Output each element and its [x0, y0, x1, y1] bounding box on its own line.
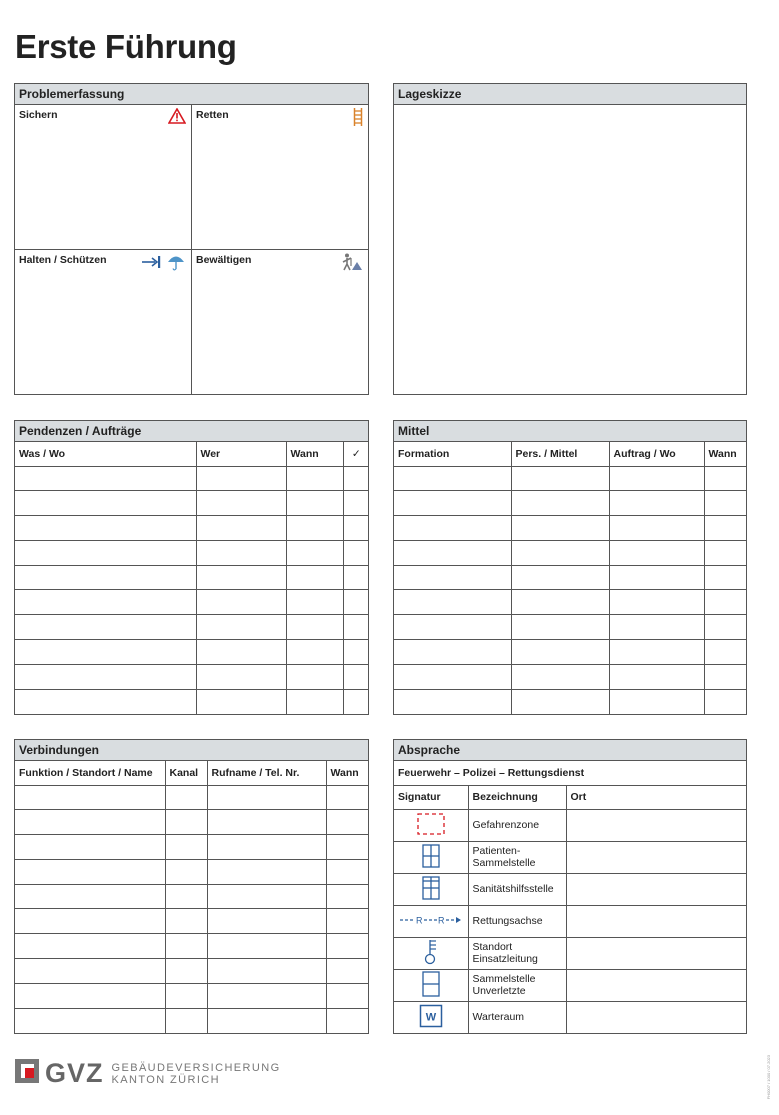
table-cell[interactable] [343, 540, 369, 565]
table-cell[interactable] [609, 491, 704, 516]
table-cell[interactable] [165, 835, 207, 860]
table-cell[interactable] [326, 1008, 369, 1033]
form-code: FH0007 / 1000 / 07.2023 [766, 1055, 771, 1100]
col-ort: Ort [566, 785, 746, 809]
table-row [394, 689, 746, 714]
table-cell[interactable] [609, 540, 704, 565]
table-row [15, 934, 369, 959]
table-cell[interactable] [394, 516, 511, 541]
table-cell[interactable] [609, 466, 704, 491]
table-cell[interactable] [704, 615, 746, 640]
table-cell[interactable] [511, 664, 609, 689]
sig-label: Gefahrenzone [468, 809, 566, 841]
ort-cell[interactable] [566, 809, 746, 841]
halten-label: Halten / Schützen [19, 254, 107, 266]
table-cell[interactable] [286, 615, 343, 640]
table-cell[interactable] [196, 491, 286, 516]
table-cell[interactable] [15, 959, 165, 984]
table-row [15, 664, 369, 689]
ort-cell[interactable] [566, 905, 746, 937]
table-cell[interactable] [511, 540, 609, 565]
table-cell[interactable] [15, 491, 196, 516]
table-cell[interactable] [326, 785, 369, 810]
table-cell[interactable] [704, 565, 746, 590]
table-cell[interactable] [326, 934, 369, 959]
problem-panel [14, 83, 369, 395]
table-row [15, 1008, 369, 1033]
command-post-icon [394, 937, 468, 969]
table-cell[interactable] [394, 689, 511, 714]
table-cell[interactable] [165, 983, 207, 1008]
table-cell[interactable] [15, 689, 196, 714]
table-cell[interactable] [15, 466, 196, 491]
col-kanal: Kanal [165, 761, 207, 785]
table-row [394, 516, 746, 541]
absprache-heading: Absprache [394, 740, 746, 761]
org-line2: KANTON ZÜRICH [111, 1073, 220, 1086]
col-funktion: Funktion / Standort / Name [15, 761, 165, 785]
table-cell[interactable] [511, 565, 609, 590]
col-auftrag-wo: Auftrag / Wo [609, 442, 704, 466]
col-check: ✓ [343, 442, 369, 466]
ort-cell[interactable] [566, 841, 746, 873]
quadrant-retten[interactable] [192, 105, 368, 250]
table-cell[interactable] [609, 664, 704, 689]
table-row [15, 959, 369, 984]
verbindungen-rows [15, 785, 369, 1033]
quadrant-bewaeltigen[interactable] [192, 250, 368, 394]
table-cell[interactable] [196, 516, 286, 541]
table-cell[interactable] [704, 540, 746, 565]
table-cell[interactable] [165, 934, 207, 959]
table-cell[interactable] [207, 959, 326, 984]
pendenzen-panel [14, 420, 369, 715]
table-cell[interactable] [15, 835, 165, 860]
table-cell[interactable] [207, 835, 326, 860]
col-wann: Wann [286, 442, 343, 466]
sig-label: Rettungsachse [468, 905, 566, 937]
verbindungen-panel [14, 739, 369, 1034]
mittel-heading: Mittel [394, 421, 746, 442]
table-cell[interactable] [394, 540, 511, 565]
table-cell[interactable] [511, 615, 609, 640]
table-cell[interactable] [343, 466, 369, 491]
lageskizze-panel[interactable] [393, 83, 747, 395]
table-row [15, 983, 369, 1008]
table-cell[interactable] [207, 810, 326, 835]
table-cell[interactable] [286, 590, 343, 615]
waiting-area-icon [394, 1001, 468, 1033]
sig-label: Patienten- Sammelstelle [468, 841, 566, 873]
patient-collection-icon [394, 841, 468, 873]
table-cell[interactable] [15, 640, 196, 665]
table-cell[interactable] [196, 640, 286, 665]
table-cell[interactable] [511, 466, 609, 491]
table-row [394, 615, 746, 640]
table-cell[interactable] [15, 785, 165, 810]
quadrant-halten[interactable] [15, 250, 192, 394]
table-cell[interactable] [343, 615, 369, 640]
table-cell[interactable] [343, 565, 369, 590]
mittel-table [394, 442, 746, 714]
table-cell[interactable] [394, 590, 511, 615]
table-row [394, 491, 746, 516]
table-cell[interactable] [704, 640, 746, 665]
danger-zone-icon [394, 809, 468, 841]
col-wann: Wann [704, 442, 746, 466]
table-cell[interactable] [326, 909, 369, 934]
table-row [15, 884, 369, 909]
table-cell[interactable] [207, 934, 326, 959]
table-cell[interactable] [343, 491, 369, 516]
ort-cell[interactable] [566, 873, 746, 905]
table-cell[interactable] [207, 859, 326, 884]
table-cell[interactable] [609, 689, 704, 714]
table-cell[interactable] [15, 884, 165, 909]
table-cell[interactable] [165, 909, 207, 934]
uninjured-collection-icon [394, 969, 468, 1001]
table-cell[interactable] [326, 983, 369, 1008]
table-cell[interactable] [326, 884, 369, 909]
table-cell[interactable] [343, 640, 369, 665]
table-row [15, 540, 369, 565]
table-cell[interactable] [196, 590, 286, 615]
table-cell[interactable] [165, 1008, 207, 1033]
svg-text:R: R [437, 915, 445, 925]
table-cell[interactable] [15, 909, 165, 934]
warning-triangle-icon [168, 108, 186, 127]
table-cell[interactable] [609, 590, 704, 615]
svg-text:W: W [425, 1011, 436, 1024]
table-cell[interactable] [609, 615, 704, 640]
ort-cell[interactable] [566, 969, 746, 1001]
table-cell[interactable] [165, 884, 207, 909]
table-cell[interactable] [704, 516, 746, 541]
table-cell[interactable] [326, 959, 369, 984]
table-cell[interactable] [326, 835, 369, 860]
table-row [15, 590, 369, 615]
table-cell[interactable] [609, 516, 704, 541]
table-cell[interactable] [165, 959, 207, 984]
verbindungen-table [15, 761, 369, 1033]
table-cell[interactable] [15, 810, 165, 835]
table-cell[interactable] [207, 983, 326, 1008]
col-signatur: Signatur [394, 785, 468, 809]
mittel-panel [393, 420, 747, 715]
table-cell[interactable] [15, 983, 165, 1008]
absprache-table [394, 761, 746, 1033]
table-cell[interactable] [196, 466, 286, 491]
footer-logo [15, 1058, 281, 1089]
pendenzen-heading: Pendenzen / Aufträge [15, 421, 368, 442]
table-row [394, 565, 746, 590]
col-rufname: Rufname / Tel. Nr. [207, 761, 326, 785]
table-cell[interactable] [15, 615, 196, 640]
ort-cell[interactable] [566, 937, 746, 969]
sichern-label: Sichern [19, 109, 58, 121]
table-cell[interactable] [15, 934, 165, 959]
table-row [394, 590, 746, 615]
table-cell[interactable] [207, 1008, 326, 1033]
table-row [15, 640, 369, 665]
table-row [394, 640, 746, 665]
table-cell[interactable] [394, 664, 511, 689]
table-cell[interactable] [165, 810, 207, 835]
medical-aid-post-icon [394, 873, 468, 905]
col-wann: Wann [326, 761, 369, 785]
table-row [15, 810, 369, 835]
sig-label: Standort Einsatzleitung [468, 937, 566, 969]
table-row [15, 466, 369, 491]
table-row [15, 909, 369, 934]
pendenzen-rows [15, 466, 369, 714]
table-cell[interactable] [511, 516, 609, 541]
table-cell[interactable] [394, 466, 511, 491]
table-row [15, 491, 369, 516]
table-cell[interactable] [15, 540, 196, 565]
table-cell[interactable] [207, 785, 326, 810]
table-cell[interactable] [704, 689, 746, 714]
table-cell[interactable] [207, 909, 326, 934]
table-cell[interactable] [511, 491, 609, 516]
table-cell[interactable] [609, 565, 704, 590]
table-row [15, 859, 369, 884]
table-cell[interactable] [343, 590, 369, 615]
table-cell[interactable] [15, 565, 196, 590]
bewaeltigen-label: Bewältigen [196, 254, 252, 266]
table-cell[interactable] [343, 516, 369, 541]
table-cell[interactable] [286, 466, 343, 491]
gvz-logo-icon [15, 1059, 39, 1088]
absprache-panel [393, 739, 747, 1034]
worker-pile-icon [341, 253, 363, 274]
table-cell[interactable] [286, 689, 343, 714]
ladder-icon [353, 108, 363, 129]
col-was-wo: Was / Wo [15, 442, 196, 466]
table-cell[interactable] [15, 590, 196, 615]
col-pers-mittel: Pers. / Mittel [511, 442, 609, 466]
table-cell[interactable] [15, 664, 196, 689]
quadrant-sichern[interactable] [15, 105, 192, 250]
verbindungen-heading: Verbindungen [15, 740, 368, 761]
table-cell[interactable] [196, 540, 286, 565]
sig-label: Sanitätshilfsstelle [468, 873, 566, 905]
table-cell[interactable] [704, 664, 746, 689]
table-row [394, 664, 746, 689]
sig-label: Sammelstelle Unverletzte [468, 969, 566, 1001]
table-cell[interactable] [394, 565, 511, 590]
table-cell[interactable] [511, 640, 609, 665]
table-cell[interactable] [704, 466, 746, 491]
rescue-axis-icon [394, 905, 468, 937]
table-cell[interactable] [704, 590, 746, 615]
problem-heading: Problemerfassung [15, 84, 368, 105]
table-cell[interactable] [286, 565, 343, 590]
org-name [112, 1062, 281, 1086]
table-cell[interactable] [165, 785, 207, 810]
table-cell[interactable] [394, 491, 511, 516]
table-row [394, 466, 746, 491]
table-cell[interactable] [207, 884, 326, 909]
table-cell[interactable] [511, 689, 609, 714]
pendenzen-table [15, 442, 369, 714]
table-cell[interactable] [343, 664, 369, 689]
table-cell[interactable] [196, 565, 286, 590]
table-row [394, 540, 746, 565]
table-cell[interactable] [394, 615, 511, 640]
col-wer: Wer [196, 442, 286, 466]
retten-label: Retten [196, 109, 229, 121]
table-cell[interactable] [15, 516, 196, 541]
table-cell[interactable] [286, 640, 343, 665]
col-bezeichnung: Bezeichnung [468, 785, 566, 809]
table-row [15, 835, 369, 860]
table-cell[interactable] [286, 540, 343, 565]
col-formation: Formation [394, 442, 511, 466]
table-cell[interactable] [326, 810, 369, 835]
table-cell[interactable] [286, 491, 343, 516]
absprache-subheading: Feuerwehr – Polizei – Rettungsdienst [394, 761, 746, 785]
lageskizze-heading: Lageskizze [394, 84, 746, 105]
table-cell[interactable] [196, 689, 286, 714]
page-title: Erste Führung [15, 28, 237, 65]
gvz-brand: GVZ [45, 1058, 104, 1088]
sig-label: Warteraum [468, 1001, 566, 1033]
table-row [15, 516, 369, 541]
table-row [15, 565, 369, 590]
table-cell[interactable] [286, 516, 343, 541]
table-cell[interactable] [704, 491, 746, 516]
table-cell[interactable] [326, 859, 369, 884]
table-cell[interactable] [165, 859, 207, 884]
table-row [15, 785, 369, 810]
table-cell[interactable] [196, 615, 286, 640]
svg-text:R: R [415, 915, 423, 925]
table-cell[interactable] [609, 640, 704, 665]
table-cell[interactable] [343, 689, 369, 714]
ort-cell[interactable] [566, 1001, 746, 1033]
table-cell[interactable] [286, 664, 343, 689]
table-cell[interactable] [196, 664, 286, 689]
table-cell[interactable] [394, 640, 511, 665]
table-row [15, 689, 369, 714]
stop-shield-icons [142, 253, 186, 274]
table-cell[interactable] [15, 859, 165, 884]
table-cell[interactable] [511, 590, 609, 615]
table-cell[interactable] [15, 1008, 165, 1033]
mittel-rows [394, 466, 746, 714]
table-row [15, 615, 369, 640]
org-line1: GEBÄUDEVERSICHERUNG [111, 1061, 281, 1074]
